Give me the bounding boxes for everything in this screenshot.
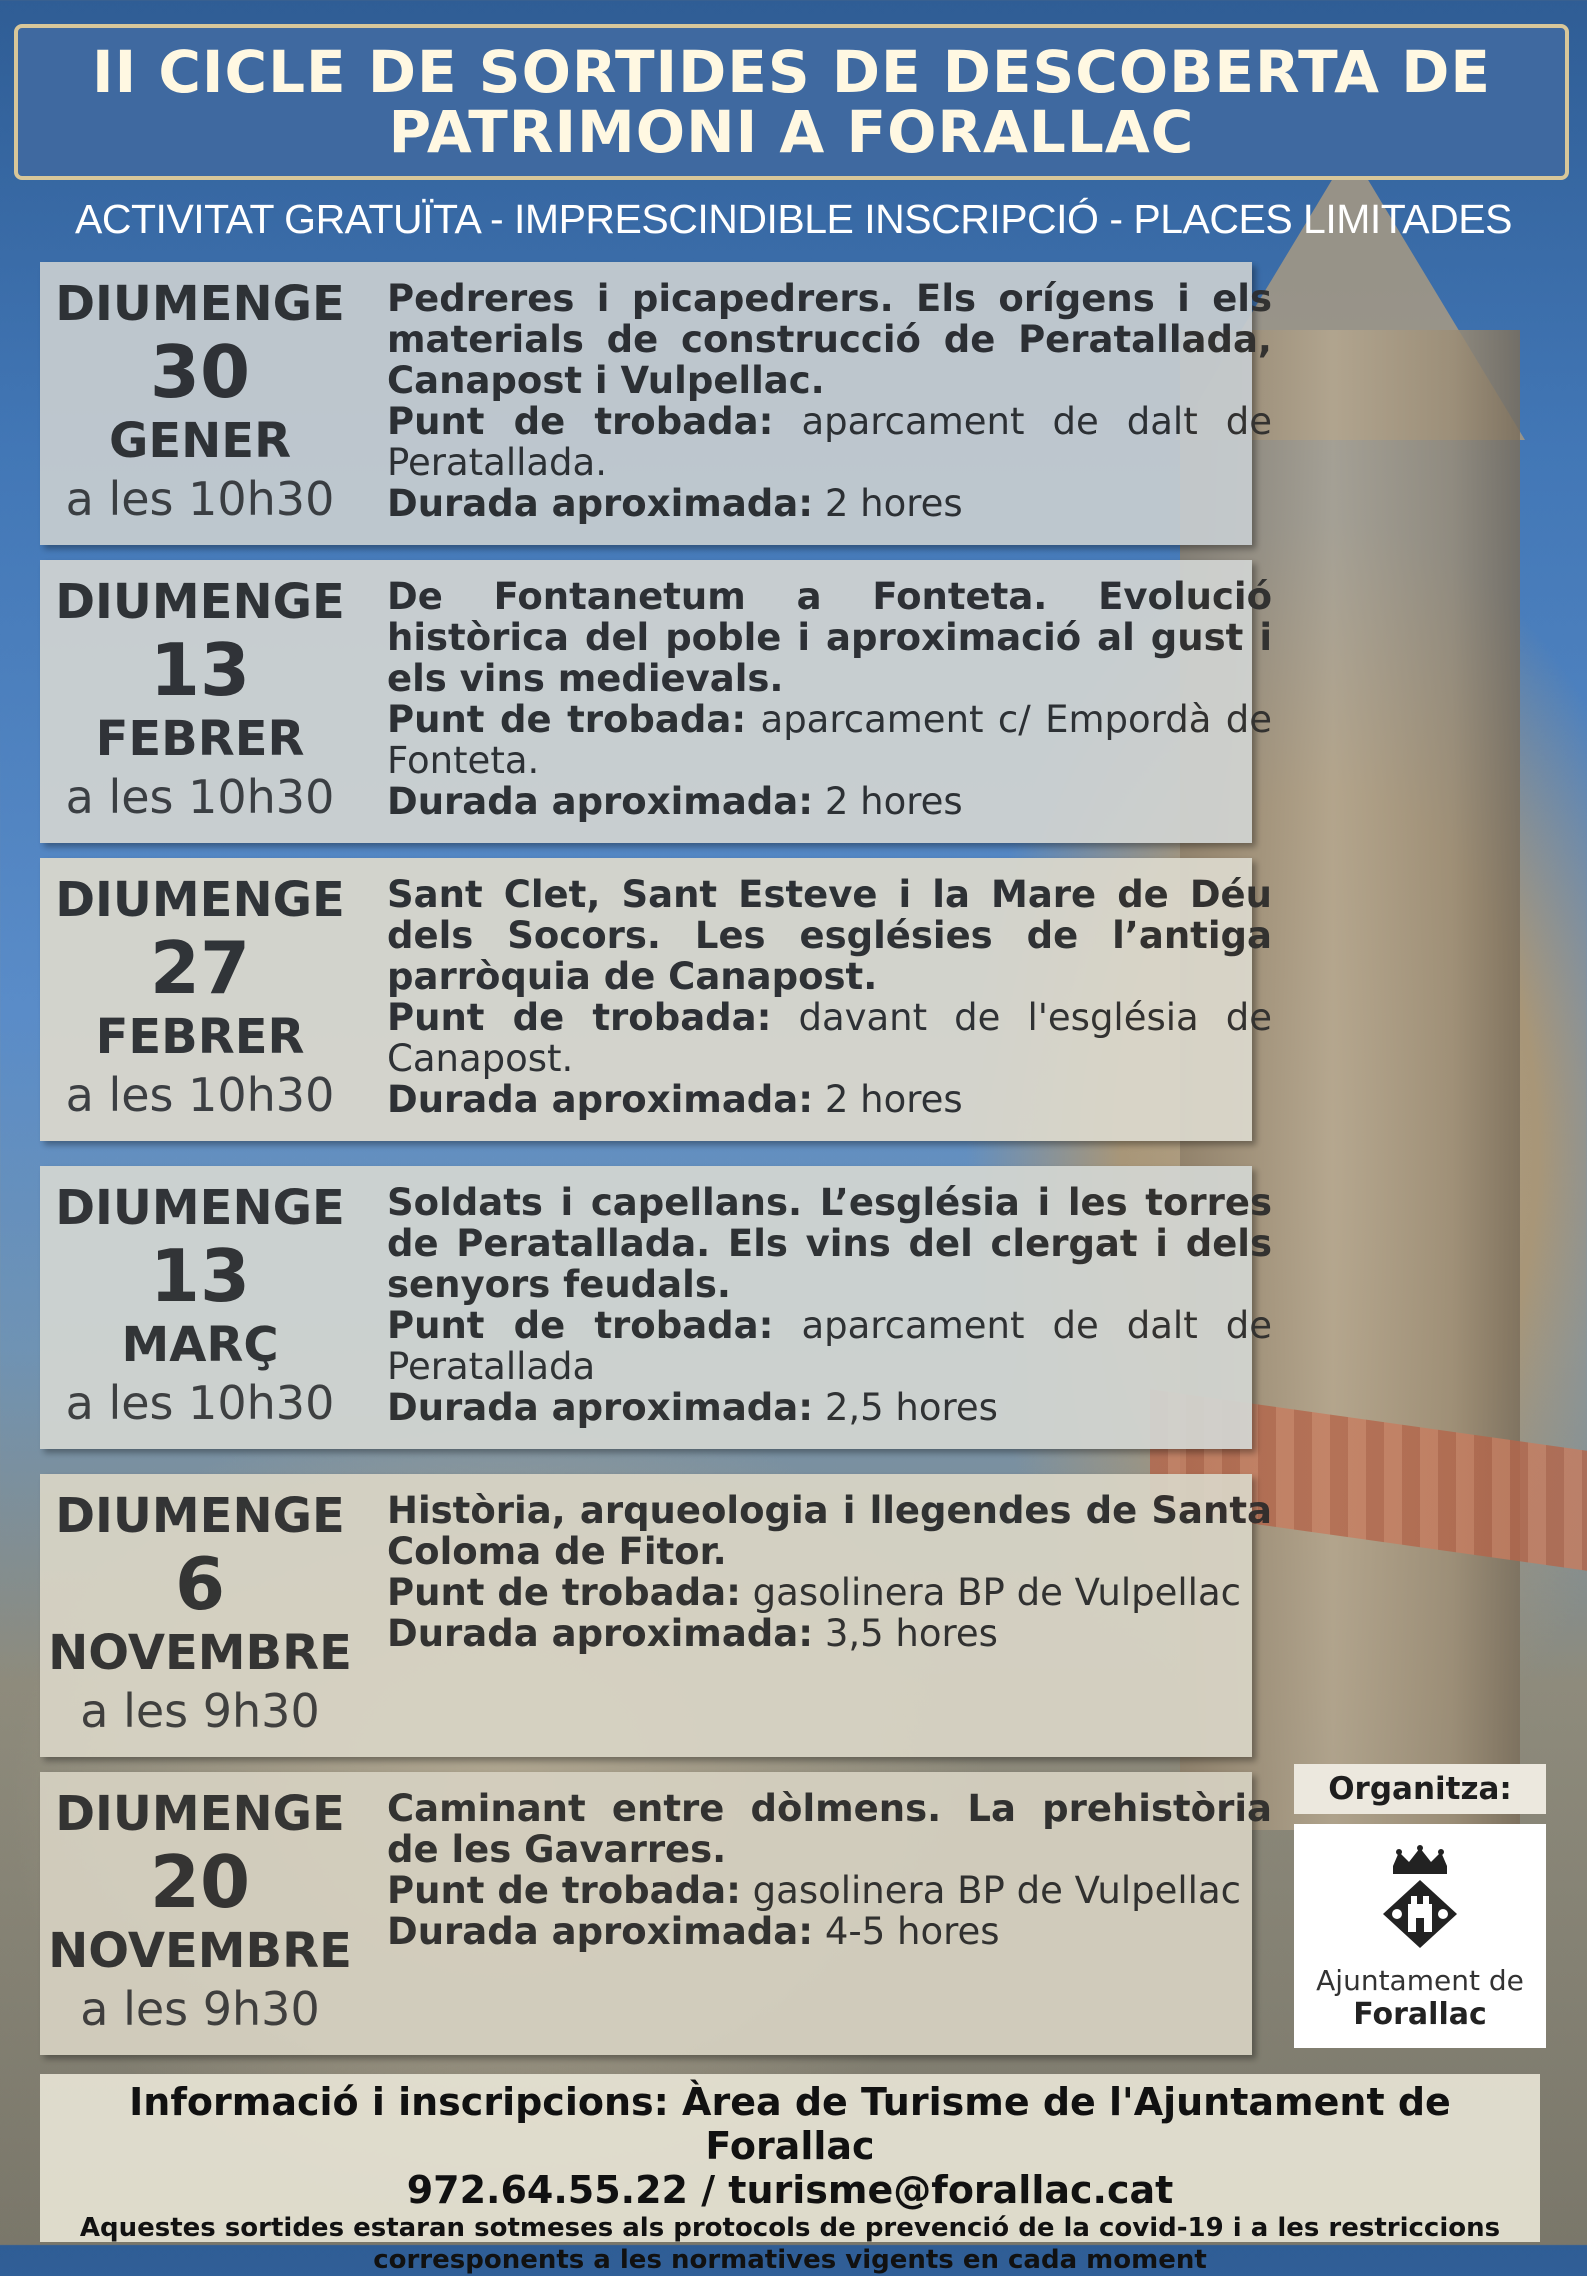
event-description — [387, 1182, 1272, 1428]
event-title: Sant Clet, Sant Esteve i la Mare de Déu dels Socors. Les esglésies de l’antiga parròquia de Canapost. — [387, 873, 1272, 998]
event-card — [40, 560, 1272, 843]
event-month: NOVEMBRE — [48, 1923, 352, 1979]
duration-value: 2 hores — [824, 1078, 963, 1121]
meeting-point-label: Punt de trobada: — [387, 400, 774, 443]
title-line-2: PATRIMONI A FORALLAC — [388, 98, 1195, 166]
event-weekday: DIUMENGE — [55, 1180, 345, 1236]
duration-value: 2 hores — [824, 780, 963, 823]
event-description — [387, 1490, 1272, 1654]
meeting-point-label: Punt de trobada: — [387, 698, 747, 741]
event-card — [40, 1474, 1272, 1757]
meeting-point-label: Punt de trobada: — [387, 996, 772, 1039]
event-date — [40, 1474, 360, 1757]
event-description — [387, 576, 1272, 822]
duration-value: 2 hores — [824, 482, 963, 525]
event-meeting-point — [387, 401, 1272, 483]
event-date — [40, 1166, 360, 1449]
event-date — [40, 560, 360, 843]
footer-info-box — [40, 2074, 1540, 2275]
event-time: a les 10h30 — [65, 472, 335, 526]
duration-label: Durada aproximada: — [387, 1078, 814, 1121]
event-month: GENER — [108, 413, 292, 469]
event-day: 30 — [149, 330, 251, 414]
meeting-point-value: gasolinera BP de Vulpellac — [752, 1571, 1241, 1614]
footer-contact-text: 972.64.55.22 / turisme@forallac.cat — [406, 2168, 1174, 2212]
forallac-coat-of-arms-icon — [1375, 1844, 1465, 1954]
event-date — [40, 1772, 360, 2055]
event-day: 6 — [174, 1542, 226, 1626]
title-banner — [14, 24, 1569, 180]
event-weekday: DIUMENGE — [55, 574, 345, 630]
event-card — [40, 858, 1272, 1141]
subtitle: ACTIVITAT GRATUÏTA - IMPRESCINDIBLE INSCRIPCIÓ - PLACES LIMITADES — [75, 196, 1512, 242]
meeting-point-value: aparcament de dalt de Peratallada — [387, 1304, 1272, 1388]
meeting-point-value: davant de l'església de Canapost. — [387, 996, 1272, 1080]
meeting-point-value: gasolinera BP de Vulpellac — [752, 1869, 1241, 1912]
event-day: 27 — [149, 926, 251, 1010]
duration-value: 3,5 hores — [824, 1612, 998, 1655]
title-line-1: II CICLE DE SORTIDES DE DESCOBERTA DE — [92, 38, 1491, 106]
event-duration — [387, 1911, 1272, 1952]
event-meeting-point — [387, 997, 1272, 1079]
event-card — [40, 1166, 1272, 1449]
duration-value: 2,5 hores — [824, 1386, 998, 1429]
page-title — [92, 38, 1491, 166]
meeting-point-label: Punt de trobada: — [387, 1571, 741, 1614]
event-duration — [387, 483, 1272, 524]
event-title: Caminant entre dòlmens. La prehistòria de les Gavarres. — [387, 1787, 1272, 1871]
event-date — [40, 858, 360, 1141]
duration-label: Durada aproximada: — [387, 1612, 814, 1655]
event-meeting-point — [387, 1870, 1272, 1911]
event-month: FEBRER — [95, 1009, 305, 1065]
duration-value: 4-5 hores — [824, 1910, 1000, 1953]
event-card — [40, 1772, 1272, 2055]
event-title: Pedreres i picapedrers. Els orígens i els materials de construcció de Peratallada, Canapost i Vulpellac. — [387, 277, 1272, 402]
event-description — [387, 1788, 1272, 1952]
footer-covid-note: Aquestes sortides estaran sotmeses als protocols de prevenció de la covid-19 i a les restriccions corresponents a les normatives vigents en cada moment — [79, 2213, 1501, 2275]
event-title: Història, arqueologia i llegendes de Santa Coloma de Fitor. — [387, 1489, 1272, 1573]
organizer-name-line-1: Ajuntament de — [1316, 1964, 1524, 1997]
duration-label: Durada aproximada: — [387, 1386, 814, 1429]
organizer-label: Organitza: — [1294, 1764, 1546, 1814]
event-weekday: DIUMENGE — [55, 1786, 345, 1842]
event-weekday: DIUMENGE — [55, 872, 345, 928]
event-duration — [387, 1387, 1272, 1428]
event-duration — [387, 1079, 1272, 1120]
meeting-point-value: aparcament de dalt de Peratallada. — [387, 400, 1272, 484]
duration-label: Durada aproximada: — [387, 780, 814, 823]
event-day: 13 — [149, 628, 251, 712]
event-weekday: DIUMENGE — [55, 276, 345, 332]
meeting-point-label: Punt de trobada: — [387, 1304, 774, 1347]
event-title: Soldats i capellans. L’església i les torres de Peratallada. Els vins del clergat i dels senyors feudals. — [387, 1181, 1272, 1306]
event-time: a les 10h30 — [65, 770, 335, 824]
event-date — [40, 262, 360, 545]
event-time: a les 10h30 — [65, 1068, 335, 1122]
event-day: 13 — [149, 1234, 251, 1318]
event-duration — [387, 1613, 1272, 1654]
event-meeting-point — [387, 1572, 1272, 1613]
event-time: a les 10h30 — [65, 1376, 335, 1430]
event-card — [40, 262, 1272, 545]
event-description — [387, 278, 1272, 524]
event-description — [387, 874, 1272, 1120]
event-month: FEBRER — [95, 711, 305, 767]
event-meeting-point — [387, 1305, 1272, 1387]
footer-info-text: Informació i inscripcions: Àrea de Turisme de l'Ajuntament de Forallac — [129, 2080, 1451, 2168]
event-title: De Fontanetum a Fonteta. Evolució històrica del poble i aproximació al gust i els vins medievals. — [387, 575, 1272, 700]
event-month: MARÇ — [121, 1317, 279, 1373]
organizer-logo — [1294, 1824, 1546, 2048]
duration-label: Durada aproximada: — [387, 482, 814, 525]
event-time: a les 9h30 — [80, 1684, 320, 1738]
organizer-name-line-2: Forallac — [1353, 1997, 1487, 2032]
duration-label: Durada aproximada: — [387, 1910, 814, 1953]
event-month: NOVEMBRE — [48, 1625, 352, 1681]
event-time: a les 9h30 — [80, 1982, 320, 2036]
event-day: 20 — [149, 1840, 251, 1924]
meeting-point-label: Punt de trobada: — [387, 1869, 741, 1912]
event-meeting-point — [387, 699, 1272, 781]
event-duration — [387, 781, 1272, 822]
meeting-point-value: aparcament c/ Empordà de Fonteta. — [387, 698, 1272, 782]
event-weekday: DIUMENGE — [55, 1488, 345, 1544]
